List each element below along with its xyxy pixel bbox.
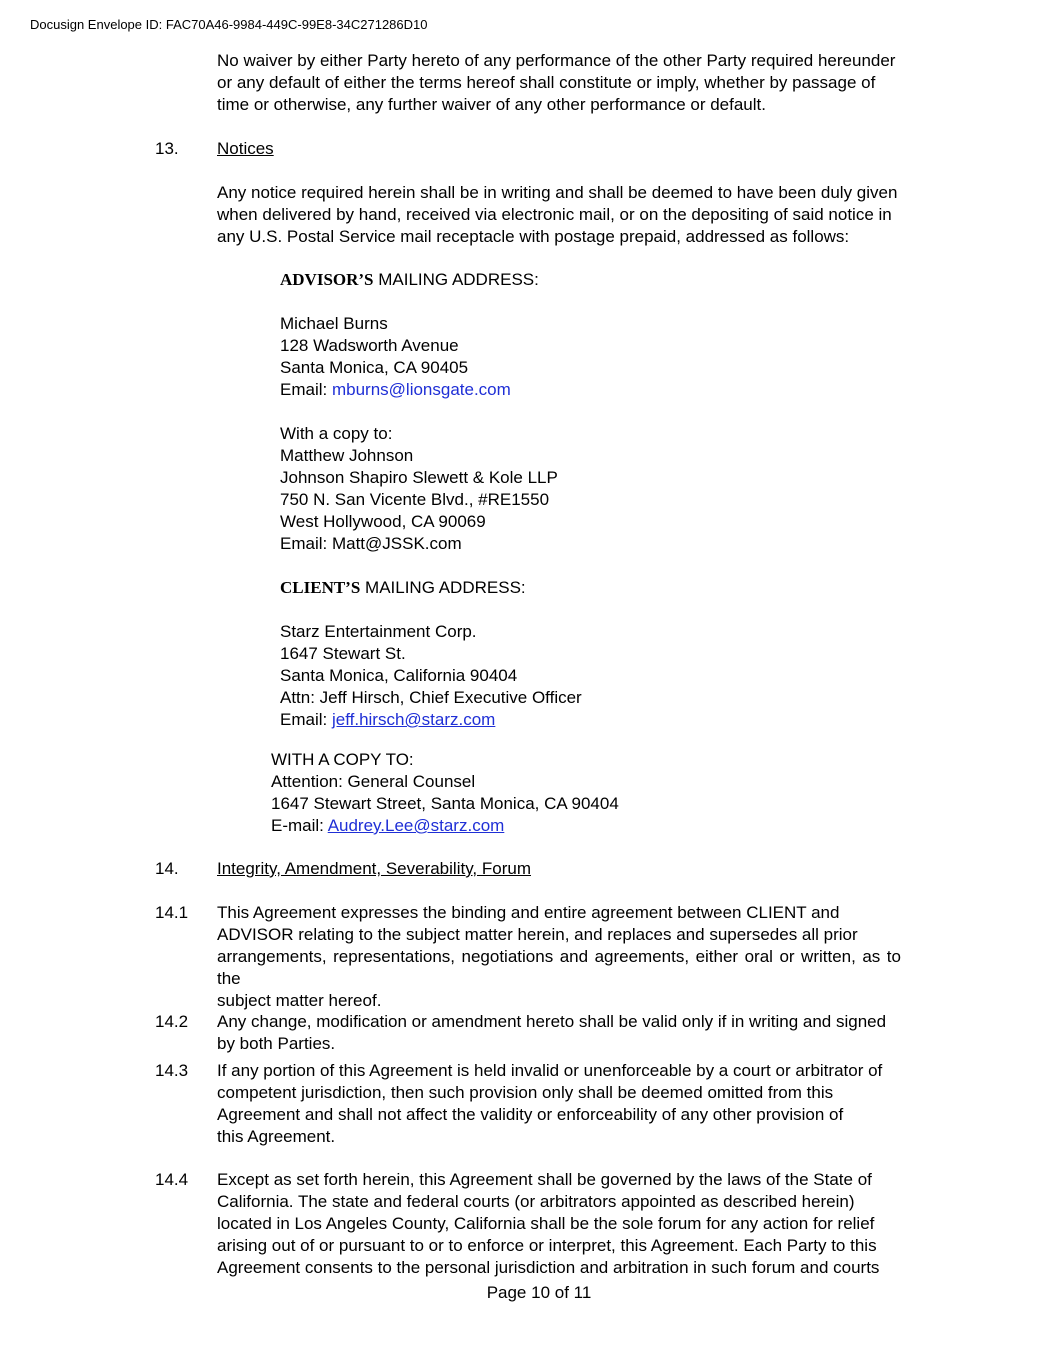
- text-line: Any change, modification or amendment hereto shall be valid only if in writing and signed: [217, 1012, 887, 1031]
- advisor-copy-intro: With a copy to:: [280, 424, 393, 443]
- client-copy-street: 1647 Stewart Street, Santa Monica, CA 90404: [271, 794, 619, 813]
- text-line: arrangements, representations, negotiations and agreements, either oral or written, as to the: [217, 947, 901, 988]
- text-line: California. The state and federal courts (or arbitrators appointed as described herein): [217, 1192, 855, 1211]
- text-line: when delivered by hand, received via electronic mail, or on the depositing of said notice in: [217, 205, 892, 224]
- advisor-street: 128 Wadsworth Avenue: [280, 336, 459, 355]
- advisor-name: Michael Burns: [280, 314, 388, 333]
- text-line: Agreement and shall not affect the validity or enforceability of any other provision of: [217, 1105, 844, 1124]
- client-email-link[interactable]: jeff.hirsch@starz.com: [331, 710, 496, 729]
- client-city: Santa Monica, California 90404: [280, 666, 518, 685]
- advisor-city: Santa Monica, CA 90405: [280, 358, 469, 377]
- client-copy-intro: WITH A COPY TO:: [271, 750, 414, 769]
- text-line: this Agreement.: [217, 1127, 336, 1146]
- client-copy-email-link[interactable]: Audrey.Lee@starz.com: [327, 816, 505, 835]
- clause-14-3-text: [217, 1060, 901, 1148]
- advisor-email-link[interactable]: mburns@lionsgate.com: [331, 380, 511, 399]
- text-line: arising out of or pursuant to or to enforce or interpret, this Agreement. Each Party to this: [217, 1236, 877, 1255]
- waiver-paragraph: [217, 50, 901, 116]
- clause-14-1-text: [217, 902, 901, 1012]
- clause-14-1-number: 14.1: [155, 903, 189, 922]
- clause-14-4-number: 14.4: [155, 1170, 189, 1189]
- clause-14-3-number: 14.3: [155, 1061, 189, 1080]
- clause-14-2-number: 14.2: [155, 1012, 189, 1031]
- client-street: 1647 Stewart St.: [280, 644, 406, 663]
- envelope-id: Docusign Envelope ID: FAC70A46-9984-449C-99E8-34C271286D10: [30, 17, 428, 32]
- text-line: by both Parties.: [217, 1034, 336, 1053]
- page-number: Page 10 of 11: [486, 1283, 592, 1302]
- advisor-copy-name: Matthew Johnson: [280, 446, 414, 465]
- advisor-copy-firm: Johnson Shapiro Slewett & Kole LLP: [280, 468, 558, 487]
- advisor-copy-city: West Hollywood, CA 90069: [280, 512, 486, 531]
- text-line: any U.S. Postal Service mail receptacle with postage prepaid, addressed as follows:: [217, 227, 850, 246]
- text-line: or any default of either the terms hereof shall constitute or imply, whether by passage of: [217, 73, 876, 92]
- text-line: This Agreement expresses the binding and entire agreement between CLIENT and: [217, 903, 840, 922]
- text-line: ADVISOR relating to the subject matter herein, and replaces and supersedes all prior: [217, 925, 858, 944]
- client-copy-block: [271, 749, 619, 837]
- text-line: No waiver by either Party hereto of any performance of the other Party required hereunder: [217, 51, 896, 70]
- client-copy-attn: Attention: General Counsel: [271, 772, 476, 791]
- text-line: subject matter hereof.: [217, 991, 382, 1010]
- text-line: Except as set forth herein, this Agreement shall be governed by the laws of the State of: [217, 1170, 872, 1189]
- text-line: time or otherwise, any further waiver of any other performance or default.: [217, 95, 766, 114]
- text-line: Any notice required herein shall be in writing and shall be deemed to have been duly given: [217, 183, 898, 202]
- text-line: located in Los Angeles County, California shall be the sole forum for any action for relief: [217, 1214, 875, 1233]
- section-14-number: 14.: [155, 859, 179, 878]
- client-copy-email-line: E-mail: Audrey.Lee@starz.com: [271, 816, 505, 835]
- section-13-title: Notices: [217, 139, 274, 158]
- advisor-email-line: Email: mburns@lionsgate.com: [280, 380, 511, 399]
- advisor-address-block: [280, 269, 582, 731]
- client-name: Starz Entertainment Corp.: [280, 622, 477, 641]
- text-line: Agreement consents to the personal jurisdiction and arbitration in such forum and courts: [217, 1258, 880, 1277]
- client-attn: Attn: Jeff Hirsch, Chief Executive Officer: [280, 688, 582, 707]
- client-email-line: Email: jeff.hirsch@starz.com: [280, 710, 496, 729]
- notices-paragraph: [217, 182, 901, 248]
- text-line: If any portion of this Agreement is held invalid or unenforceable by a court or arbitrator of: [217, 1061, 883, 1080]
- clause-14-2-text: [217, 1011, 901, 1055]
- advisor-copy-email: Email: Matt@JSSK.com: [280, 534, 462, 553]
- section-13-number: 13.: [155, 139, 179, 158]
- text-line: competent jurisdiction, then such provision only shall be deemed omitted from this: [217, 1083, 834, 1102]
- clause-14-4-text: [217, 1169, 901, 1279]
- section-14-title: Integrity, Amendment, Severability, Forum: [217, 859, 531, 878]
- advisor-copy-street: 750 N. San Vicente Blvd., #RE1550: [280, 490, 550, 509]
- advisor-address-label: ADVISOR’S MAILING ADDRESS:: [280, 270, 539, 289]
- client-address-label: CLIENT’S MAILING ADDRESS:: [280, 578, 526, 597]
